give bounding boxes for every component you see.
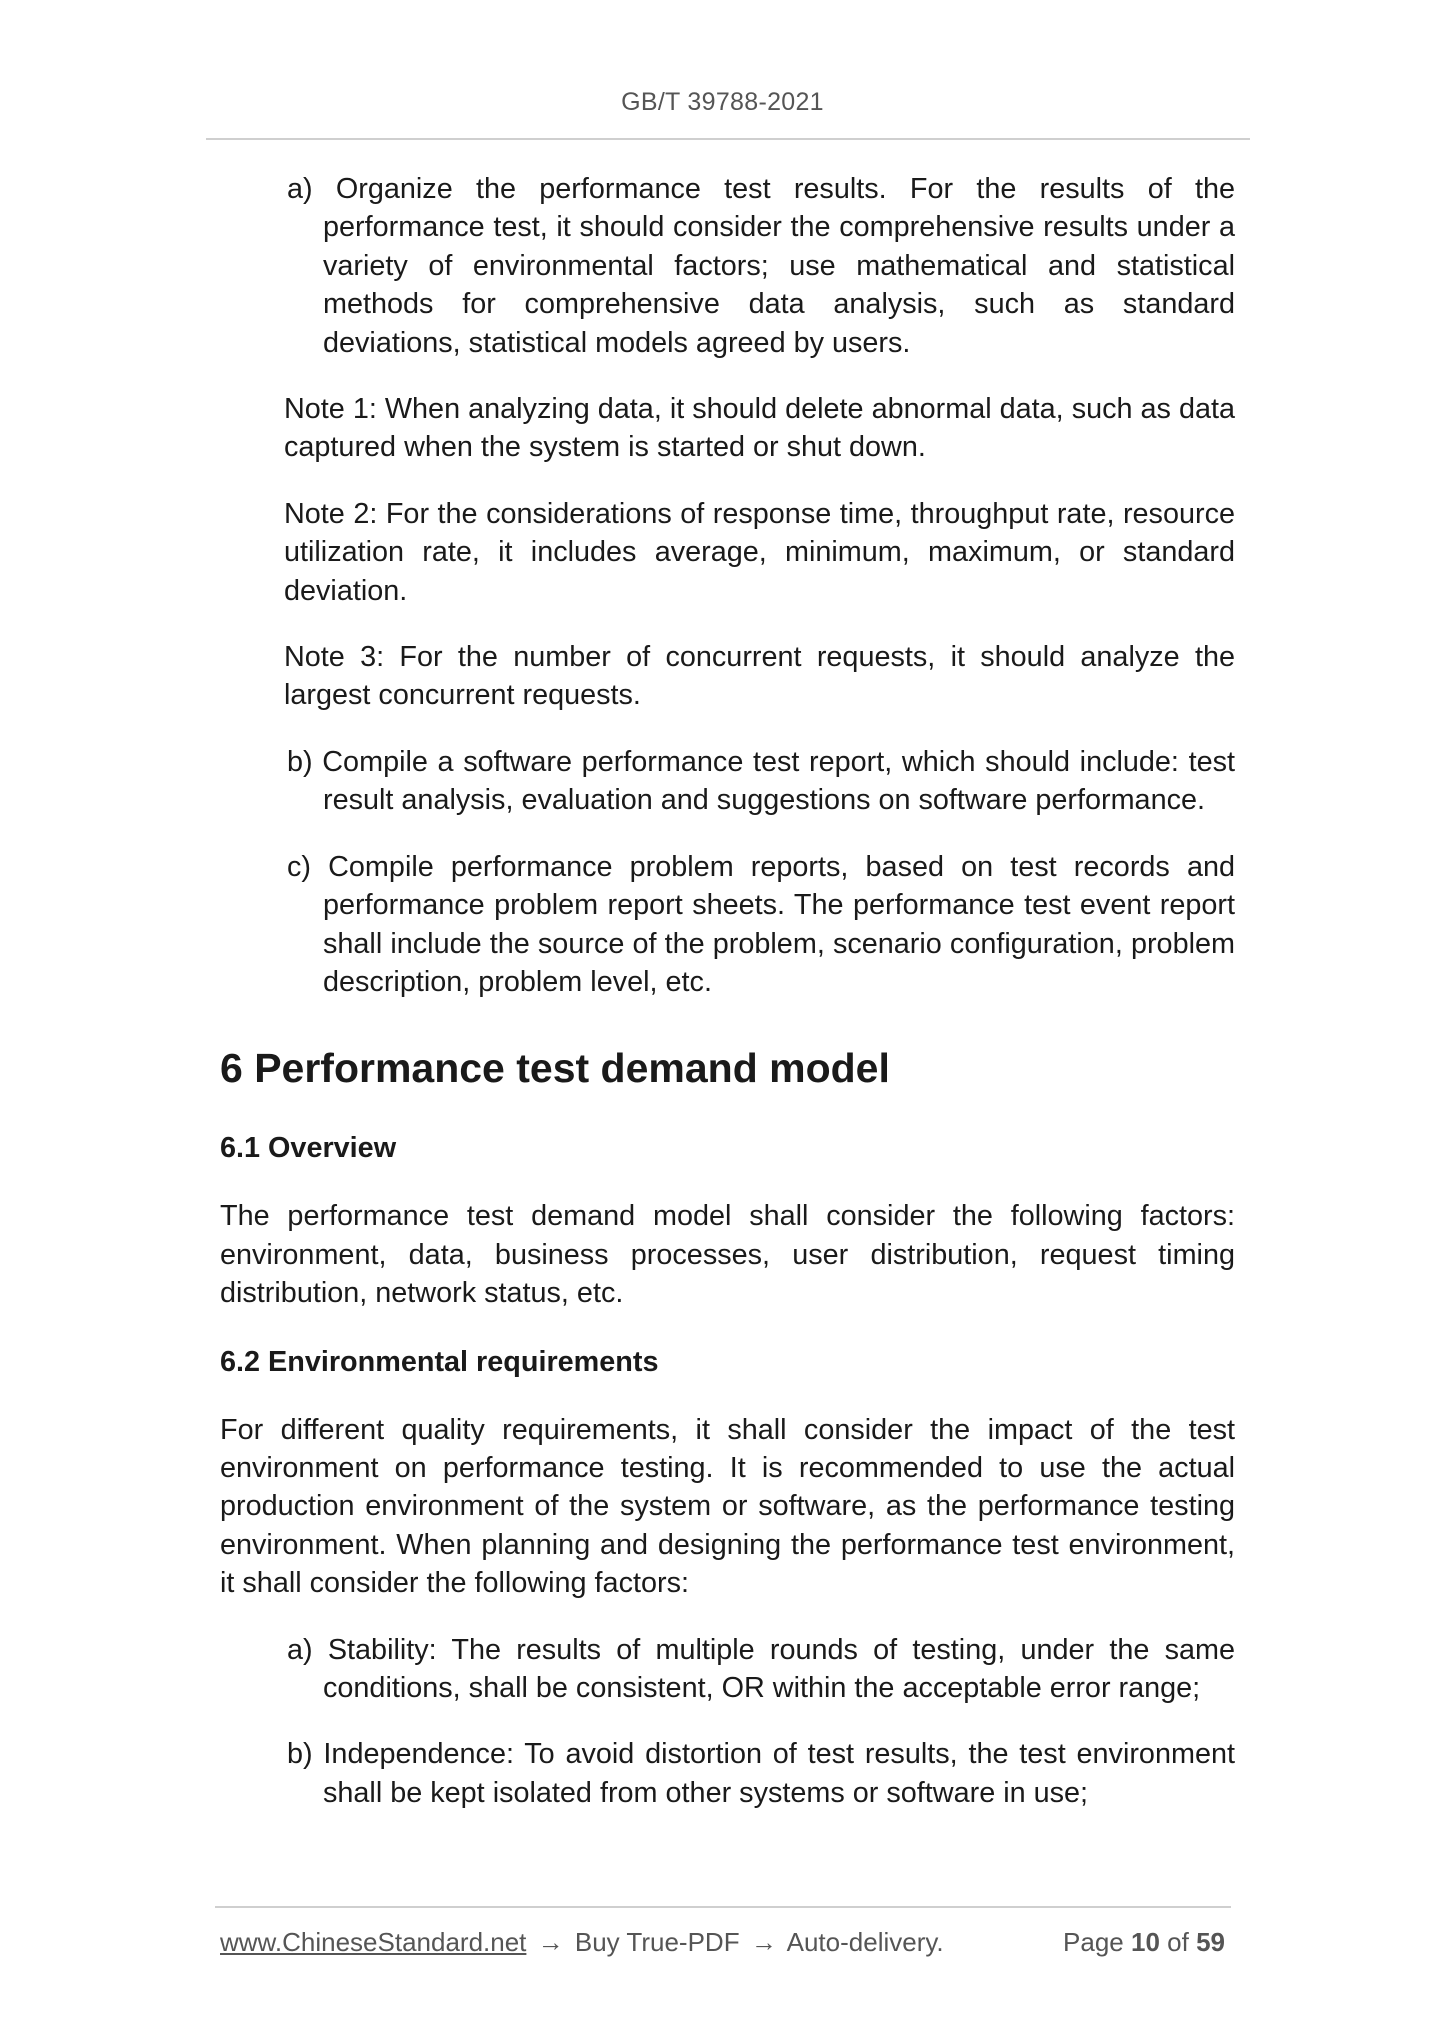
delivery-text: Auto-delivery. xyxy=(786,1927,944,1957)
website-link[interactable]: www.ChineseStandard.net xyxy=(220,1927,527,1957)
arrow-right-icon: → xyxy=(537,1927,564,1957)
note-2: Note 2: For the considerations of response time, throughput rate, resource utilization rate, it includes average, minimum, maximum, or standard deviation. xyxy=(284,497,1235,607)
footer-divider xyxy=(215,1906,1231,1908)
env-list-item-a xyxy=(254,1631,1235,1708)
page-content xyxy=(220,170,1235,1812)
of-label: of xyxy=(1167,1927,1189,1957)
buy-text: Buy True-PDF xyxy=(574,1927,740,1957)
list-text: Compile performance problem reports, based on test records and performance problem report sheets. The performance test event report shall include the source of the problem, scenario configuration, problem description, problem level, etc. xyxy=(323,850,1235,998)
page-label: Page xyxy=(1063,1927,1124,1957)
header-divider xyxy=(206,138,1250,140)
chapter-heading: 6 Performance test demand model xyxy=(220,1045,890,1092)
document-header: GB/T 39788-2021 xyxy=(621,88,824,116)
arrow-right-icon: → xyxy=(750,1927,777,1957)
page-indicator xyxy=(1063,1925,1225,1959)
section-heading-overview: 6.1 Overview xyxy=(220,1132,397,1165)
list-marker: a) xyxy=(287,1633,313,1666)
footer-promo xyxy=(220,1925,944,1959)
list-item-c xyxy=(254,848,1235,1002)
overview-paragraph: The performance test demand model shall consider the following factors: environment, data, business processes, user distribution, request timing distribution, network status, etc. xyxy=(220,1200,1235,1310)
list-marker: b) xyxy=(287,1738,313,1771)
list-text: Organize the performance test results. For the results of the performance test, it should consider the comprehensive results under a variety of environmental factors; use mathematical and statistical methods for comprehensive data analysis, such as standard deviations, statistical models agreed by users. xyxy=(323,173,1235,359)
list-text: Compile a software performance test report, which should include: test result analysis, evaluation and suggestions on software performance. xyxy=(322,745,1235,817)
note-1: Note 1: When analyzing data, it should delete abnormal data, such as data captured when the system is started or shut down. xyxy=(284,393,1235,464)
list-marker: a) xyxy=(287,173,313,205)
list-marker: b) xyxy=(287,745,313,778)
list-marker: c) xyxy=(287,850,311,883)
page-number: 10 xyxy=(1131,1927,1160,1957)
list-text: Stability: The results of multiple rounds of testing, under the same conditions, shall be consistent, OR within the acceptable error range; xyxy=(323,1633,1235,1704)
note-3: Note 3: For the number of concurrent requests, it should analyze the largest concurrent requests. xyxy=(284,641,1235,712)
list-item-a xyxy=(254,170,1235,362)
page-total: 59 xyxy=(1196,1927,1225,1957)
section-heading-environmental: 6.2 Environmental requirements xyxy=(220,1345,659,1378)
env-list-item-b xyxy=(254,1735,1235,1812)
list-text: Independence: To avoid distortion of test results, the test environment shall be kept isolated from other systems or software in use; xyxy=(323,1738,1235,1809)
list-item-b xyxy=(254,743,1235,820)
environmental-paragraph: For different quality requirements, it shall consider the impact of the test environment on performance testing. It is recommended to use the actual production environment of the system or software, as the performance testing environment. When planning and designing the performance test environment, it shall consider the following factors: xyxy=(220,1413,1235,1600)
